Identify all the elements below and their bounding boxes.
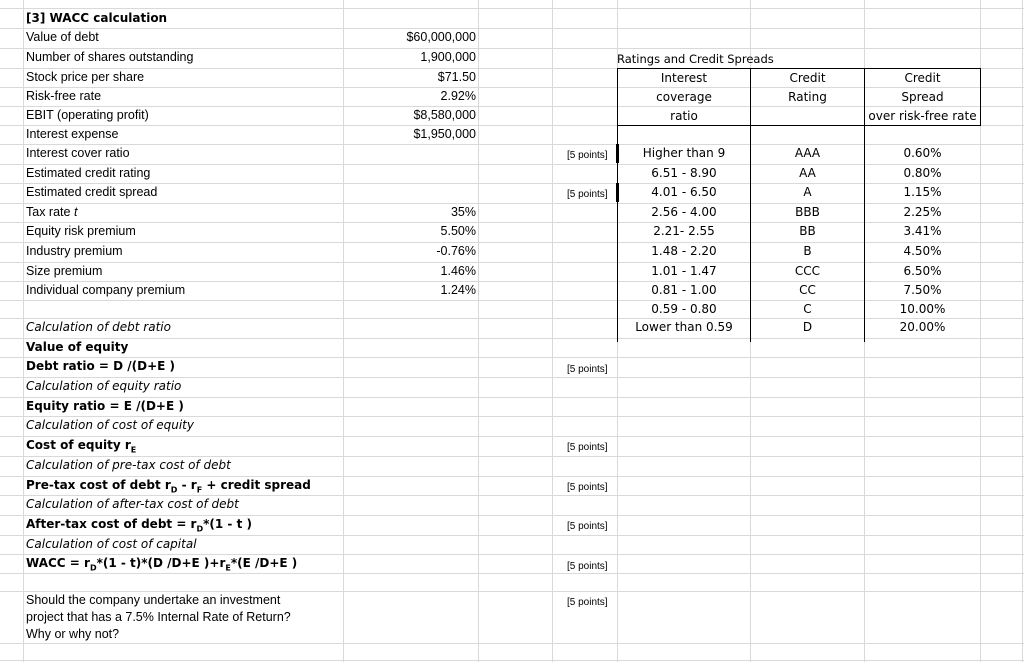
value-equity-risk-premium[interactable]: 5.50% bbox=[440, 224, 476, 238]
value-stock-price[interactable]: $71.50 bbox=[437, 70, 476, 84]
label-industry-premium[interactable]: Industry premium bbox=[26, 244, 123, 258]
grid-column-line bbox=[343, 0, 344, 662]
grid-row-line bbox=[0, 338, 1024, 339]
wacc-label[interactable]: WACC = $r_D*(1 - t)*(D$ /D+E )$+r_E*(E$ /D+E ) bbox=[26, 556, 298, 573]
question-line-1[interactable]: Should the company undertake an investment bbox=[26, 593, 281, 607]
calc-debt-ratio-label[interactable]: Calculation of debt ratio bbox=[26, 320, 171, 334]
points-badge: [5 points] bbox=[567, 597, 608, 608]
value-ebit[interactable]: $8,580,000 bbox=[413, 108, 476, 122]
label-value-of-debt[interactable]: Value of debt bbox=[26, 30, 99, 44]
points-badge: [5 points] bbox=[567, 521, 608, 532]
points-badge: [5 points] bbox=[567, 482, 608, 493]
calc-capital-label[interactable]: Calculation of cost of capital bbox=[26, 537, 197, 551]
header-rating: Rating bbox=[788, 90, 827, 104]
header-credit: Credit bbox=[789, 71, 826, 85]
rating-row-coverage[interactable]: 0.59 - 0.80 bbox=[651, 302, 717, 316]
label-equity-risk-premium[interactable]: Equity risk premium bbox=[26, 224, 136, 238]
rating-row-rating[interactable]: AAA bbox=[794, 146, 821, 160]
value-interest-expense[interactable]: $1,950,000 bbox=[413, 127, 476, 141]
grid-row-line bbox=[0, 643, 1024, 644]
aftertax-cost-debt-label[interactable]: After-tax cost of debt = $r_D*(1$ - t ) bbox=[26, 517, 252, 534]
label-interest-cover-ratio[interactable]: Interest cover ratio bbox=[26, 146, 130, 160]
points-badge: [5 points] bbox=[567, 150, 608, 161]
rating-row-spread[interactable]: 20.00% bbox=[899, 320, 946, 334]
calc-pretax-label[interactable]: Calculation of pre-tax cost of debt bbox=[26, 458, 231, 472]
rating-row-coverage[interactable]: 6.51 - 8.90 bbox=[651, 166, 717, 180]
value-tax-rate[interactable]: 35% bbox=[450, 205, 476, 219]
label-tax-rate[interactable]: Tax rate t bbox=[26, 205, 78, 219]
rating-row-spread[interactable]: 10.00% bbox=[899, 302, 946, 316]
label-interest-expense[interactable]: Interest expense bbox=[26, 127, 119, 141]
rating-row-spread[interactable]: 0.60% bbox=[903, 146, 942, 160]
rating-row-rating[interactable]: A bbox=[803, 185, 812, 199]
rating-row-coverage[interactable]: 0.81 - 1.00 bbox=[651, 283, 717, 297]
rating-row-rating[interactable]: CC bbox=[799, 283, 816, 297]
grid-column-line bbox=[478, 0, 479, 662]
value-shares-outstanding[interactable]: 1,900,000 bbox=[420, 50, 476, 64]
rating-row-rating[interactable]: CCC bbox=[794, 264, 821, 278]
header-credit-2: Credit bbox=[904, 71, 941, 85]
question-line-2[interactable]: project that has a 7.5% Internal Rate of Return? bbox=[26, 610, 291, 624]
grid-row-line bbox=[0, 436, 1024, 437]
grid-column-line bbox=[23, 0, 24, 662]
cost-of-equity-label[interactable]: Cost of equity $r_E$ bbox=[26, 438, 137, 455]
points-badge: [5 points] bbox=[567, 189, 608, 200]
value-size-premium[interactable]: 1.46% bbox=[440, 264, 476, 278]
value-industry-premium[interactable]: -0.76% bbox=[436, 244, 476, 258]
label-estimated-credit-rating[interactable]: Estimated credit rating bbox=[26, 166, 151, 180]
calc-cost-equity-label[interactable]: Calculation of cost of equity bbox=[26, 418, 194, 432]
grid-column-line bbox=[1022, 0, 1023, 662]
calc-aftertax-label[interactable]: Calculation of after-tax cost of debt bbox=[26, 497, 239, 511]
rating-row-coverage[interactable]: 2.56 - 4.00 bbox=[651, 205, 717, 219]
header-spread: Spread bbox=[901, 90, 944, 104]
label-shares-outstanding[interactable]: Number of shares outstanding bbox=[26, 50, 194, 64]
rating-row-rating[interactable]: B bbox=[803, 244, 812, 258]
label-ebit[interactable]: EBIT (operating profit) bbox=[26, 108, 149, 122]
rating-row-rating[interactable]: AA bbox=[799, 166, 816, 180]
rating-row-coverage[interactable]: 4.01 - 6.50 bbox=[651, 185, 717, 199]
rating-row-spread[interactable]: 1.15% bbox=[903, 185, 942, 199]
header-interest: Interest bbox=[660, 71, 708, 85]
rating-row-coverage[interactable]: 1.48 - 2.20 bbox=[651, 244, 717, 258]
grid-row-line bbox=[0, 573, 1024, 574]
rating-row-spread[interactable]: 3.41% bbox=[903, 224, 942, 238]
rating-row-coverage[interactable]: Lower than 0.59 bbox=[635, 320, 733, 334]
label-risk-free-rate[interactable]: Risk-free rate bbox=[26, 89, 102, 103]
value-of-equity-label[interactable]: Value of equity bbox=[26, 340, 129, 354]
rating-row-spread[interactable]: 4.50% bbox=[903, 244, 942, 258]
rating-row-rating[interactable]: C bbox=[803, 302, 812, 316]
label-individual-company-premium[interactable]: Individual company premium bbox=[26, 283, 186, 297]
rating-row-spread[interactable]: 7.50% bbox=[903, 283, 942, 297]
ratings-table-title: Ratings and Credit Spreads bbox=[617, 52, 774, 66]
label-stock-price[interactable]: Stock price per share bbox=[26, 70, 145, 84]
debt-ratio-label[interactable]: Debt ratio = D /(D+E ) bbox=[26, 359, 176, 373]
rating-row-rating[interactable]: D bbox=[802, 320, 813, 334]
rating-row-spread[interactable]: 6.50% bbox=[903, 264, 942, 278]
value-risk-free-rate[interactable]: 2.92% bbox=[440, 89, 476, 103]
calc-equity-ratio-label[interactable]: Calculation of equity ratio bbox=[26, 379, 182, 393]
header-coverage: coverage bbox=[656, 90, 712, 104]
question-line-3[interactable]: Why or why not? bbox=[26, 627, 120, 641]
rating-row-coverage[interactable]: 2.21- 2.55 bbox=[653, 224, 715, 238]
label-estimated-credit-spread[interactable]: Estimated credit spread bbox=[26, 185, 158, 199]
points-badge: [5 points] bbox=[567, 561, 608, 572]
value-value-of-debt[interactable]: $60,000,000 bbox=[406, 30, 476, 44]
points-badge: [5 points] bbox=[567, 442, 608, 453]
grid-row-line bbox=[0, 660, 1024, 661]
grid-row-line bbox=[0, 28, 1024, 29]
rating-row-spread[interactable]: 2.25% bbox=[903, 205, 942, 219]
sheet-title: [3] WACC calculation bbox=[26, 11, 168, 25]
rating-row-coverage[interactable]: 1.01 - 1.47 bbox=[651, 264, 717, 278]
pretax-cost-debt-label[interactable]: Pre-tax cost of debt $r_D - r_F$ + credit spread bbox=[26, 478, 311, 495]
rating-row-coverage[interactable]: Higher than 9 bbox=[642, 146, 726, 160]
rating-row-rating[interactable]: BB bbox=[799, 224, 816, 238]
header-ratio: ratio bbox=[670, 109, 698, 123]
points-badge: [5 points] bbox=[567, 364, 608, 375]
label-size-premium[interactable]: Size premium bbox=[26, 264, 103, 278]
grid-column-line bbox=[552, 0, 553, 662]
equity-ratio-label[interactable]: Equity ratio = E /(D+E ) bbox=[26, 399, 184, 413]
value-individual-company-premium[interactable]: 1.24% bbox=[440, 283, 476, 297]
header-over-risk-free: over risk-free rate bbox=[868, 109, 977, 123]
table-border-right bbox=[980, 68, 981, 125]
rating-row-rating[interactable]: BBB bbox=[795, 205, 820, 219]
rating-row-spread[interactable]: 0.80% bbox=[903, 166, 942, 180]
